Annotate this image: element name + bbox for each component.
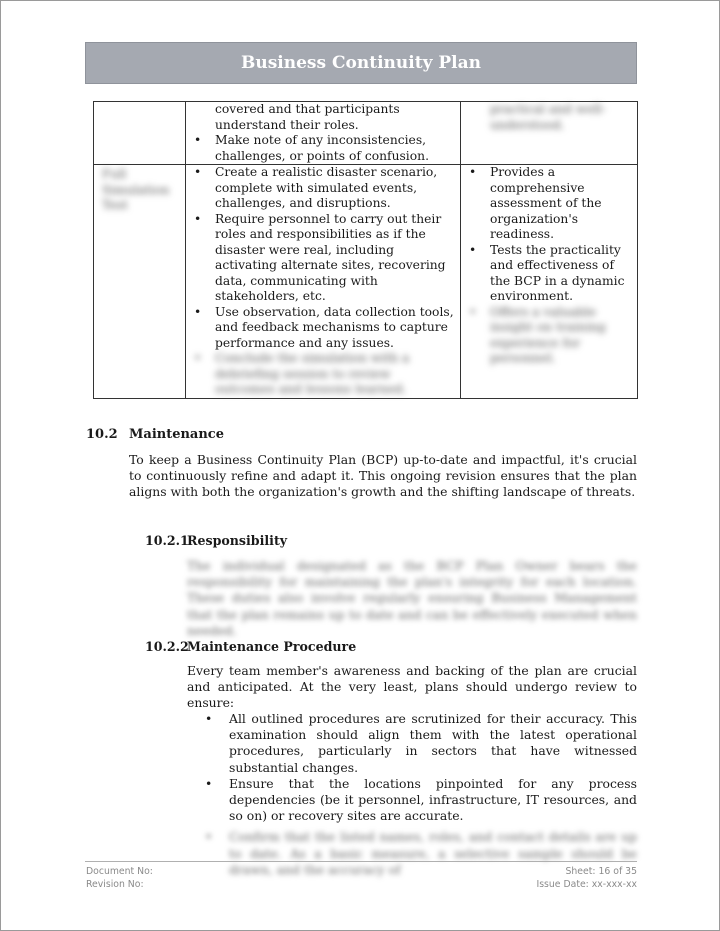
bullet-icon: • (469, 242, 477, 257)
list-item: • Conclude the simulation with a debriefing session to review outcomes and lessons learned. (194, 351, 410, 396)
document-title: Business Continuity Plan (241, 53, 481, 73)
bullet-icon: • (205, 711, 213, 726)
procedure-intro: Every team member's awareness and backing of the plan are crucial and anticipated. At the very least, plans should undergo review to ensure: (187, 663, 637, 711)
table-cell-method (94, 165, 186, 399)
revision-number-label: Revision No: (86, 879, 144, 890)
bullet-icon: • (194, 165, 202, 179)
list-item: • All outlined procedures are scrutinized for their accuracy. This examination should align them with the latest operational procedures, particularly in sectors that have witnessed substantial changes. (205, 711, 637, 775)
table-cell-benefits (461, 165, 638, 399)
subsection-title: Maintenance Procedure (187, 639, 357, 654)
list-item: • Confirm that the listed names, roles, and contact details are up to date. As a basic measure, a selective sample should be drawn, and the accuracy of (205, 829, 637, 877)
section-title: Maintenance (129, 427, 224, 442)
bullet-icon: • (194, 133, 202, 147)
list-item: • Tests the practicality and effectiveness of the BCP in a dynamic environment. (469, 242, 625, 303)
list-item: • Make note of any inconsistencies, challenges, or points of confusion. (194, 133, 429, 163)
document-number-label: Document No: (86, 866, 153, 877)
table-cell-method (94, 102, 186, 165)
subsection-number: 10.2.1 (145, 533, 189, 548)
responsibility-text: The individual designated as the BCP Plan Owner bears the responsibility for maintaining the plan's integrity for each location. These duties also involve regularly ensuring Business Management that the plan remains up to date and can be effectively executed when needed. (187, 558, 637, 638)
subsection-number: 10.2.2 (145, 639, 189, 654)
bullet-icon: • (194, 304, 202, 319)
bullet-icon: • (469, 165, 477, 179)
list-item: • Provides a comprehensive assessment of the organization's readiness. (469, 165, 602, 241)
table-row (94, 102, 638, 165)
table-cell-steps (186, 165, 461, 399)
table-cell-steps (186, 102, 461, 165)
table-cell-benefits (461, 102, 638, 165)
section-number: 10.2 (86, 427, 118, 442)
test-methods-table (93, 101, 638, 399)
blurred-text: practical and well-understood. (490, 102, 606, 132)
table-row (94, 165, 638, 399)
bullet-icon: • (205, 829, 213, 845)
list-item: • Create a realistic disaster scenario, complete with simulated events, challenges, and disruptions. (194, 165, 438, 210)
page-header-banner (85, 42, 637, 84)
list-item: • Offers a valuable insight on training experience for personnel. (469, 304, 606, 365)
bullet-icon: • (194, 211, 202, 226)
subsection-title: Responsibility (187, 533, 288, 548)
bullet-icon: • (469, 304, 477, 319)
cell-continued-text: covered and that participants understand their roles. (215, 102, 400, 132)
footer-divider (85, 861, 637, 862)
issue-date: Issue Date: xx-xxx-xx (536, 879, 637, 890)
sheet-number: Sheet: 16 of 35 (565, 866, 637, 877)
list-item: • Require personnel to carry out their roles and responsibilities as if the disaster were real, including activating alternate sites, recovering data, communicating with stakeholders, etc. (194, 211, 446, 303)
procedure-list (205, 711, 637, 878)
bullet-icon: • (205, 775, 213, 791)
list-item: • Use observation, data collection tools, and feedback mechanisms to capture performance and any issues. (194, 304, 454, 350)
section-intro: To keep a Business Continuity Plan (BCP) up-to-date and impactful, it's crucial to continuously refine and adapt it. This ongoing revision ensures that the plan aligns with both the organization's growth and the shifting landscape of threats. (129, 452, 637, 500)
blurred-text: Full Simulation Test (102, 167, 170, 212)
bullet-icon: • (194, 351, 202, 365)
list-item: • Ensure that the locations pinpointed for any process dependencies (be it personnel, infrastructure, IT resources, and so on) or recovery sites are accurate. (205, 775, 637, 824)
